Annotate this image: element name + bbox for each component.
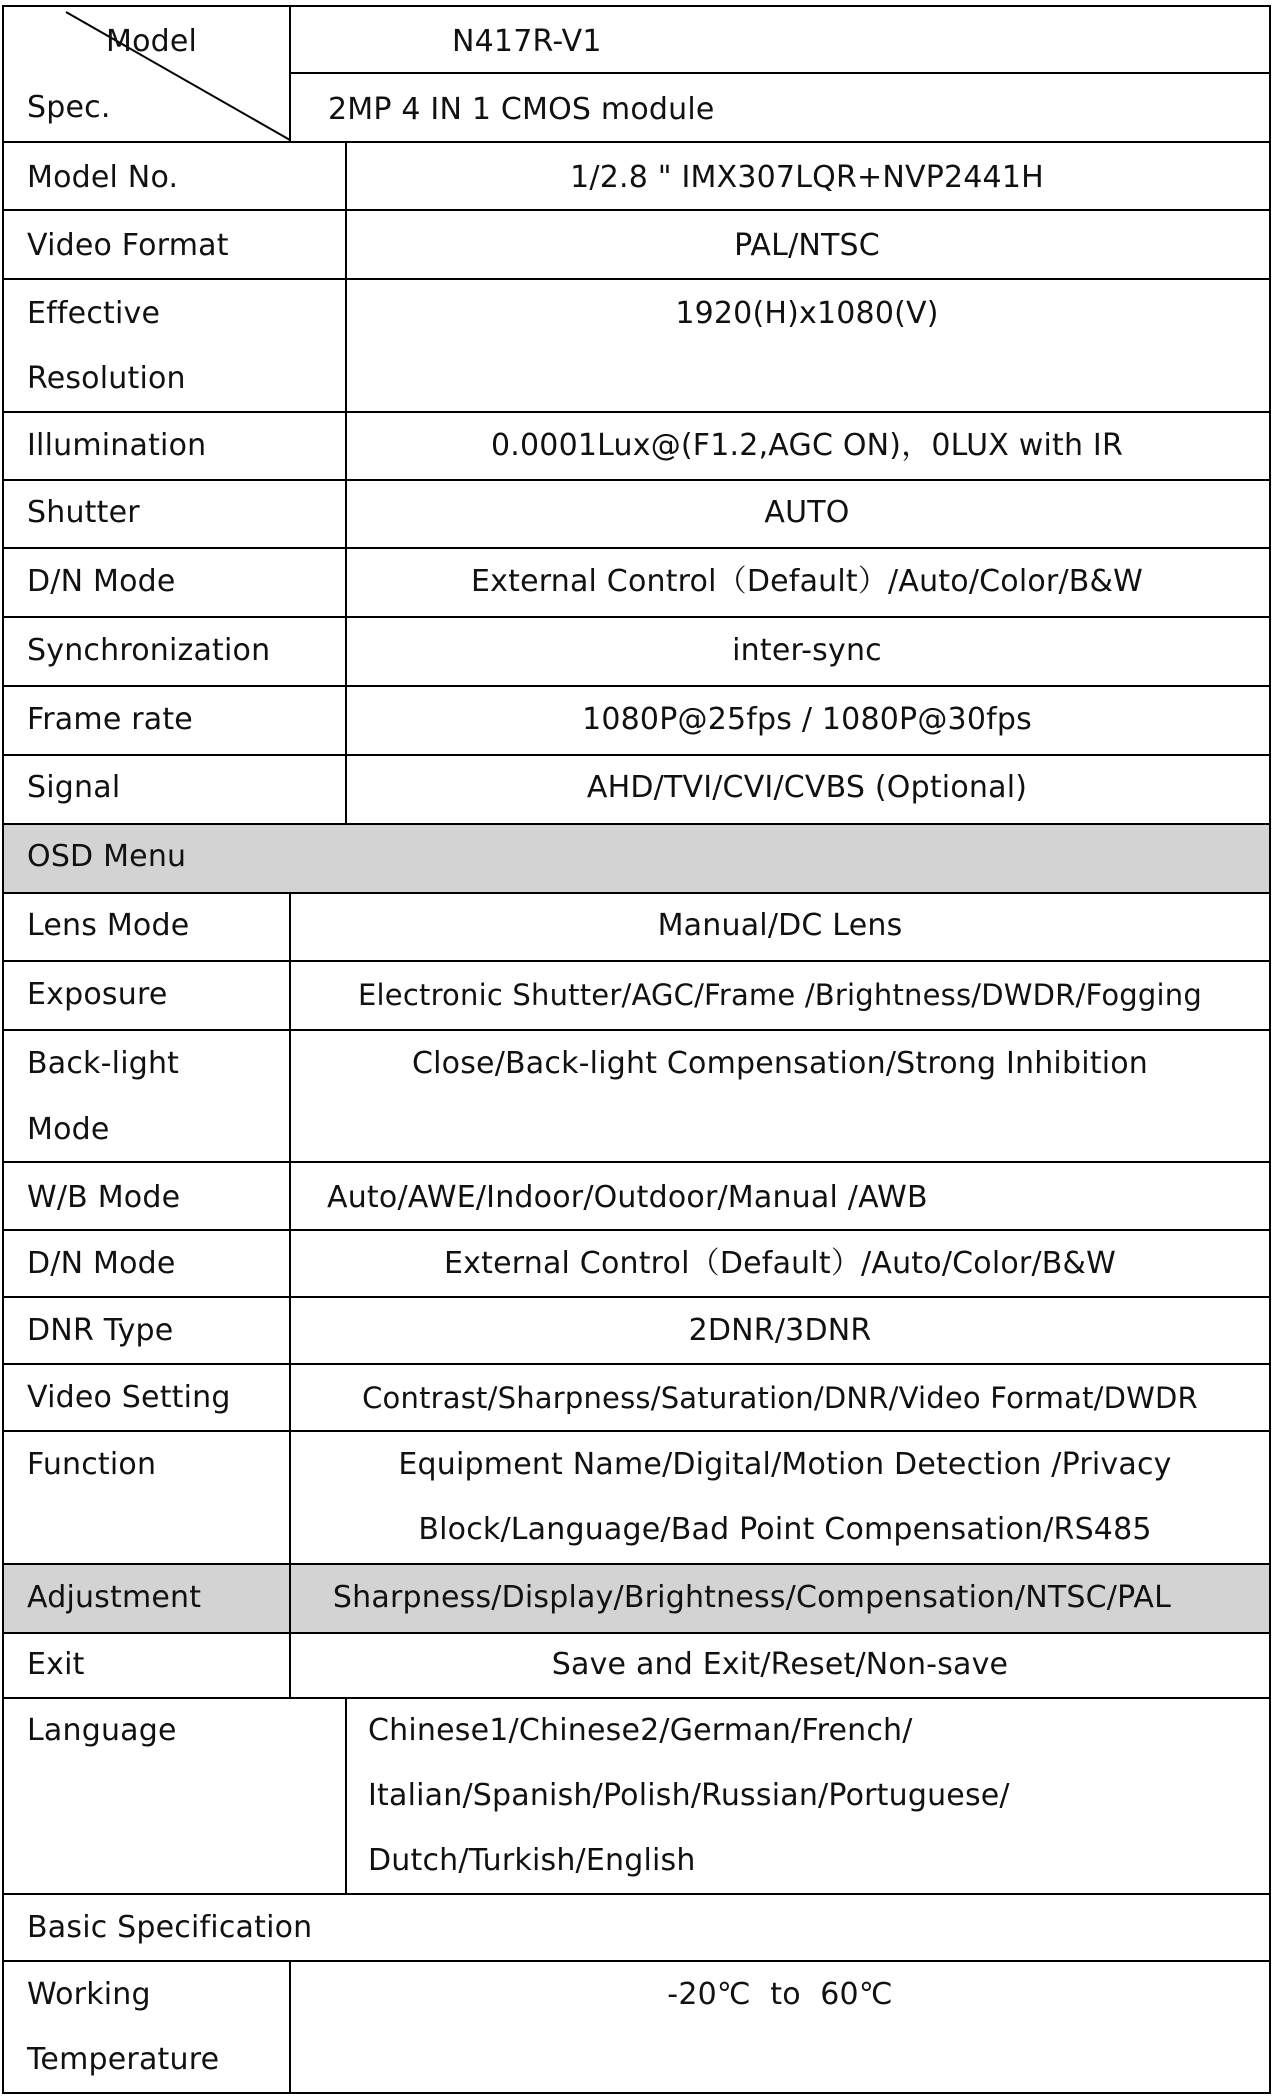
- osd-value-lens-mode: Manual/DC Lens: [657, 908, 903, 943]
- table-border-left: [2, 5, 4, 2094]
- osd-value-function-line1: Equipment Name/Digital/Motion Detection /Privacy: [398, 1447, 1172, 1482]
- osd-label-dn-mode: D/N Mode: [27, 1246, 176, 1281]
- row-divider: [2, 1632, 1271, 1634]
- column-divider: [289, 5, 291, 143]
- osd-label-wb-mode: W/B Mode: [27, 1180, 181, 1215]
- row-divider: [2, 1563, 1271, 1565]
- row-divider: [2, 1960, 1271, 1962]
- row-divider: [2, 960, 1271, 962]
- corner-label-model: Model: [106, 24, 198, 59]
- osd-value-exit: Save and Exit/Reset/Non-save: [551, 1647, 1009, 1682]
- osd-label-function: Function: [27, 1447, 157, 1482]
- osd-label-language: Language: [27, 1713, 177, 1748]
- osd-value-wb-mode: Auto/AWE/Indoor/Outdoor/Manual /AWB: [327, 1180, 928, 1215]
- spec-label-frame-rate: Frame rate: [27, 702, 193, 737]
- osd-value-adjustment: Sharpness/Display/Brightness/Compensation/NTSC/PAL: [332, 1580, 1172, 1615]
- table-border-right: [1269, 5, 1271, 2094]
- column-divider: [345, 1697, 347, 1895]
- corner-label-spec: Spec.: [27, 90, 111, 125]
- osd-label-lens-mode: Lens Mode: [27, 908, 190, 943]
- spec-value-frame-rate: 1080P@25fps / 1080P@30fps: [582, 702, 1032, 737]
- row-divider: [2, 209, 1271, 211]
- model-description: 2MP 4 IN 1 CMOS module: [328, 92, 715, 127]
- column-divider: [289, 892, 291, 1699]
- model-name: N417R-V1: [452, 24, 602, 59]
- section-title-osd-menu: OSD Menu: [27, 839, 187, 874]
- row-divider: [2, 479, 1271, 481]
- spec-value-dn-mode: External Control（Default）/Auto/Color/B&W: [471, 564, 1143, 599]
- spec-value-illumination: 0.0001Lux@(F1.2,AGC ON)，0LUX with IR: [490, 428, 1124, 463]
- basic-label-temp-line1: Working: [27, 1977, 151, 2012]
- row-divider: [2, 892, 1271, 894]
- row-divider: [2, 685, 1271, 687]
- section-title-basic-spec: Basic Specification: [27, 1910, 313, 1945]
- row-divider: [2, 1430, 1271, 1432]
- row-divider: [2, 1363, 1271, 1365]
- row-divider: [2, 411, 1271, 413]
- spec-value-signal: AHD/TVI/CVI/CVBS (Optional): [586, 770, 1028, 805]
- spec-label-video-format: Video Format: [27, 228, 229, 263]
- osd-value-language-line1: Chinese1/Chinese2/German/French/: [368, 1713, 913, 1748]
- osd-label-backlight-line2: Mode: [27, 1112, 110, 1147]
- spec-label-resolution-line2: Resolution: [27, 361, 186, 396]
- osd-value-language-line3: Dutch/Turkish/English: [368, 1843, 696, 1878]
- osd-value-function-line2: Block/Language/Bad Point Compensation/RS485: [418, 1512, 1152, 1547]
- osd-label-video-setting: Video Setting: [27, 1380, 231, 1415]
- row-divider: [2, 2092, 1271, 2094]
- row-divider: [2, 547, 1271, 549]
- osd-value-backlight: Close/Back-light Compensation/Strong Inhibition: [411, 1046, 1149, 1081]
- spec-label-signal: Signal: [27, 770, 121, 805]
- basic-label-temp-line2: Temperature: [27, 2042, 220, 2077]
- osd-value-exposure: Electronic Shutter/AGC/Frame /Brightness/DWDR/Fogging: [358, 978, 1202, 1012]
- spec-label-illumination: Illumination: [27, 428, 207, 463]
- osd-value-dnr-type: 2DNR/3DNR: [688, 1313, 872, 1348]
- osd-value-dn-mode: External Control（Default）/Auto/Color/B&W: [444, 1246, 1116, 1281]
- spec-value-video-format: PAL/NTSC: [734, 228, 880, 263]
- spec-value-shutter: AUTO: [764, 495, 850, 530]
- osd-label-adjustment: Adjustment: [27, 1580, 202, 1615]
- spec-value-synchronization: inter-sync: [732, 633, 882, 668]
- spec-label-shutter: Shutter: [27, 495, 140, 530]
- row-divider: [2, 278, 1271, 280]
- column-divider: [289, 1960, 291, 2094]
- row-divider: [2, 1296, 1271, 1298]
- osd-label-exit: Exit: [27, 1647, 85, 1682]
- row-divider: [289, 72, 1271, 74]
- row-divider: [2, 823, 1271, 825]
- row-divider: [2, 1029, 1271, 1031]
- osd-label-exposure: Exposure: [27, 977, 168, 1012]
- spec-label-dn-mode: D/N Mode: [27, 564, 176, 599]
- basic-value-temperature: -20℃ to 60℃: [667, 1977, 893, 2012]
- spec-label-model-no: Model No.: [27, 160, 179, 195]
- osd-value-video-setting: Contrast/Sharpness/Saturation/DNR/Video Format/DWDR: [362, 1381, 1198, 1415]
- spec-value-resolution: 1920(H)x1080(V): [675, 296, 939, 331]
- row-divider: [2, 5, 1271, 7]
- row-divider: [2, 1697, 1271, 1699]
- row-divider: [2, 1161, 1271, 1163]
- row-divider: [2, 754, 1271, 756]
- spec-label-resolution-line1: Effective: [27, 296, 161, 331]
- osd-label-dnr-type: DNR Type: [27, 1313, 174, 1348]
- osd-value-language-line2: Italian/Spanish/Polish/Russian/Portuguese/: [368, 1778, 1010, 1813]
- column-divider: [345, 141, 347, 825]
- row-divider: [2, 616, 1271, 618]
- row-divider: [2, 1229, 1271, 1231]
- osd-label-backlight-line1: Back-light: [27, 1046, 180, 1081]
- spec-label-synchronization: Synchronization: [27, 633, 271, 668]
- row-divider: [2, 1893, 1271, 1895]
- row-divider: [2, 141, 1271, 143]
- spec-value-model-no: 1/2.8 " IMX307LQR+NVP2441H: [570, 160, 1044, 195]
